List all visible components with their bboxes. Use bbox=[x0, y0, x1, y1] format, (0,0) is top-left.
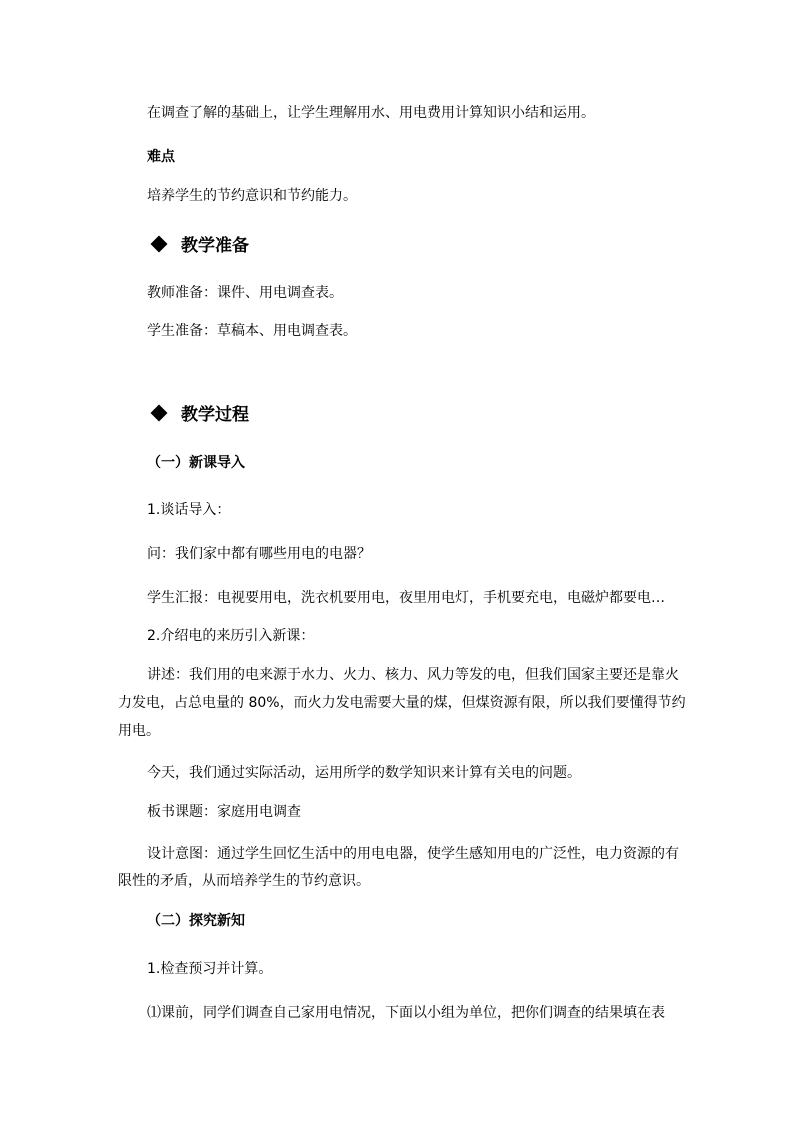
design-intent-line-1: 设计意图：通过学生回忆生活中的用电电器，使学生感知用电的广泛性，电力资源的有 bbox=[147, 846, 679, 862]
lecture-line-2: 力发电，占总电量的 80%，而火力发电需要大量的煤，但煤资源有限，所以我们要懂得节约 bbox=[118, 695, 686, 711]
paragraph-key-point: 在调查了解的基础上，让学生理解用水、用电费用计算知识小结和运用。 bbox=[147, 105, 595, 121]
question-text: 问：我们家中都有哪些用电的电器？ bbox=[147, 546, 371, 562]
item-survey-instruction: ⑴课前，同学们调查自己家用电情况，下面以小组为单位，把你们调查的结果填在表 bbox=[147, 1005, 665, 1021]
lecture-line-1: 讲述：我们用的电来源于水力、火力、核力、风力等发的电，但我们国家主要还是靠火 bbox=[147, 667, 679, 683]
prep-teacher: 教师准备：课件、用电调查表。 bbox=[147, 285, 343, 301]
difficulty-label: 难点 bbox=[147, 149, 175, 165]
item-electricity-origin: 2.介绍电的来历引入新课： bbox=[147, 628, 315, 644]
design-intent-line-2: 限性的矛盾，从而培养学生的节约意识。 bbox=[118, 873, 370, 889]
section-heading-prep-text: 教学准备 bbox=[181, 236, 249, 256]
lecture-line-3: 用电。 bbox=[118, 723, 160, 739]
diamond-bullet-icon bbox=[151, 405, 168, 422]
subheading-intro: （一）新课导入 bbox=[147, 455, 245, 471]
paragraph-difficulty: 培养学生的节约意识和节约能力。 bbox=[147, 188, 357, 204]
student-report: 学生汇报：电视要用电，洗衣机要用电，夜里用电灯，手机要充电，电磁炉都要电… bbox=[147, 590, 665, 606]
board-title: 板书课题：家庭用电调查 bbox=[147, 804, 301, 820]
section-heading-prep bbox=[150, 235, 249, 257]
today-paragraph: 今天，我们通过实际活动，运用所学的数学知识来计算有关电的问题。 bbox=[147, 765, 581, 781]
item-check-preview: 1.检查预习并计算。 bbox=[147, 961, 273, 977]
section-heading-process bbox=[150, 404, 249, 426]
subheading-explore: （二）探究新知 bbox=[147, 913, 245, 929]
prep-student: 学生准备：草稿本、用电调查表。 bbox=[147, 323, 357, 339]
diamond-bullet-icon bbox=[151, 236, 168, 253]
item-talk-intro: 1.谈话导入： bbox=[147, 502, 231, 518]
section-heading-process-text: 教学过程 bbox=[181, 405, 249, 425]
